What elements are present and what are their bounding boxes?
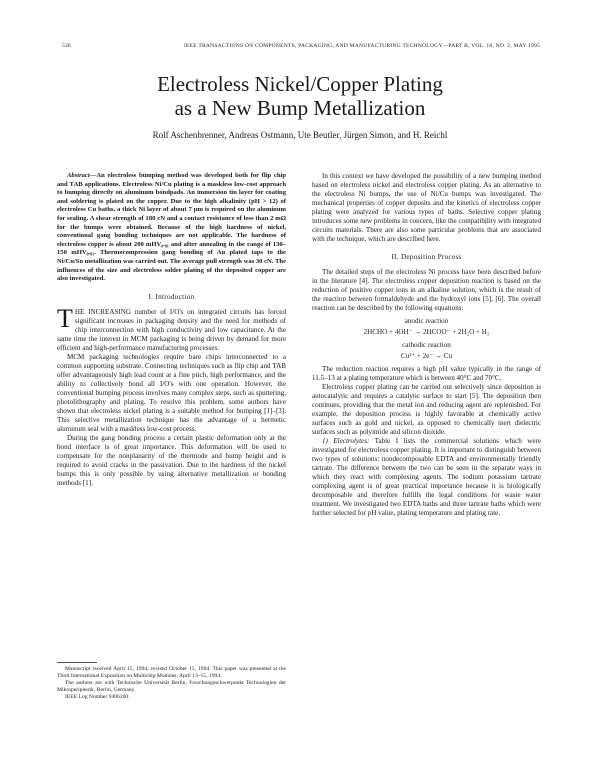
intro-paragraph-1 xyxy=(57,303,286,353)
electrolytes-paragraph xyxy=(312,437,541,518)
anodic-equation: 2HCHO + 4OH⁻ → 2HCOO⁻ + 2H₂O + H₂ xyxy=(363,328,490,336)
footnote-ieee-log: IEEE Log Number 9406200. xyxy=(65,694,130,700)
right-column xyxy=(312,172,541,518)
footnote xyxy=(57,662,286,701)
cathodic-equation: Cu²⁺ + 2e⁻ → Cu xyxy=(400,352,453,360)
title-line-2: as a New Bump Metallization xyxy=(174,96,426,120)
anodic-label: anodic reaction xyxy=(404,317,449,325)
abstract-label: Abstract— xyxy=(67,172,97,179)
abstract xyxy=(57,172,286,284)
intro-continuation: In this context we have developed the possibility of a new bumping method based on electroless nickel and electroless copper plating. As an alternative to the electroless Ni bumps, the use of Ni/Cu bumps was investigated. The mechanical properties of copper deposits and the kinetics of electroless copper plating were analyzed for various types of baths. Selective copper plating introduces some new problems in concern, like the compatibility with integrated circuits materials. There are also some particular problems that are associated with the technique, which are described here. xyxy=(312,172,541,243)
intro-paragraph-1-text: HE INCREASING number of I/O's on integrated circuits has forced significant increases in packaging density and the need for methods of chip interconnection with high conductivity and low capacitance. At the same time the interest in MCM packaging is being driven by demand for more efficient and high-performance manufacturing processes. xyxy=(57,307,286,352)
author-list: Rolf Aschenbrenner, Andreas Ostmann, Ute Beutler, Jürgen Simon, and H. Reichl xyxy=(152,130,448,140)
journal-header: IEEE TRANSACTIONS ON COMPONENTS, PACKAGING, AND MANUFACTURING TECHNOLOGY—PART B, VOL. 18, NO. 2, MAY 1995 xyxy=(183,43,540,49)
electrolytes-text: Table I lists the commercial solutions which were investigated for electroless copper plating. It is important to distinguish between two types of solutions: nondecomposable EDTA and environmentally friendly tartrate. The difference between the two can be seen in the separate ways in which they react with complexing agents. The sodium potassium tartrate complexing agent is of great practical importance because it is biologically decomposable and therefore fulfills the legal conditions for waste water treatment. We investigated two EDTA baths and three tartrate baths which were further selected for pH value, plating temperature and plating rate. xyxy=(312,437,541,517)
footnote-received: Manuscript received April 15, 1994; revised October 15, 1994. This paper was presented at the Third International Exposition on Multichip Modules, April 13–15, 1994. xyxy=(57,666,286,679)
page-number: 536 xyxy=(62,43,71,49)
paper-title xyxy=(40,72,560,120)
cathodic-label: cathodic reaction xyxy=(402,341,451,349)
deposition-paragraph-2: The reduction reaction requires a high pH value typically in the range of 11.5–13 at a plating temperature which is between 40°C and 70°C. xyxy=(312,365,541,382)
footnote-rule xyxy=(57,662,97,663)
footnote-affiliation: The authors are with Technische Universität Berlin, Forschungsschwerpunkt Technologien der Mikroperipherik, Berlin, Germany. xyxy=(57,680,286,693)
deposition-paragraph-3: Electroless copper plating can be carried out selectively since deposition is autocatalytic and requires a catalytic surface to start [5]. The deposition then continues, providing that the metal ion and reducing agent are replenished. For example, the deposition process is highly favorable at chemically active surfaces such as gold and nickel, as opposed to chemically inert dielectric surfaces such as polyimide and silicon dioxide. xyxy=(312,383,541,436)
deposition-paragraph-1: The detailed steps of the electroless Ni process have been described before in the literature [4]. The electroless copper deposition reaction is based on the reduction of positive copper ions in an alkaline solution, which is the result of the reaction between formaldehyde and the hydroxyl ions [5], [6]. The overall reaction can be described by the following equations: xyxy=(312,268,541,312)
section-heading-deposition: II. Deposition Process xyxy=(391,253,462,261)
running-header xyxy=(62,43,540,53)
title-line-1: Electroless Nickel/Copper Plating xyxy=(157,72,443,96)
abstract-text: An electroless bumping method was developed both for flip chip and TAB applications. Electroless Ni/Cu plating is a maskless low-cost approach to bumping directly on aluminum bondpads. An immersion tin layer for coating and soldering is plated on the copper. Due to the high alkalinity (pH > 12) of electroless Cu baths, a thick Ni layer of about 7 µm is required on the aluminum for sealing. A shear strength of 180 cN and a contact resistance of less than 2 mΩ for the bumps were obtained. Because of the high hardness of nickel, conventional gang bonding techniques are not applicable. The hardness of electroless copper is about 200 mHV₀.₀₁ and after annealing in the range of 130–150 mHV₀.₀₁. Thermocompression gang bonding of Au plated taps to the Ni/Cu/Sn metallization was carried out. The average pull strength was 30 cN. The influences of the size and electroless solder plating of the deposited copper are also investigated. xyxy=(57,172,286,283)
intro-paragraph-2: MCM packaging technologies require bare chips interconnected to a common supporting substrate. Connecting techniques such as flip chip and TAB offer advantageously high lead count at a fine pitch, high performance, and the ability to collectively bond all I/O's with one operation. However, the conventional bumping process involves many complex steps, such as sputtering, photolithography and plating. To resolve this problem, some authors have shown that electroless nickel plating is a suitable method for bumping [1]–[3]. This selective metallization technique has the advantage of a hermetic aluminum seal with a maskless low-cost process. xyxy=(57,352,286,433)
drop-cap: T xyxy=(57,303,73,333)
electrolytes-label: 1) Electrolytes: xyxy=(322,437,370,445)
left-column xyxy=(57,172,286,488)
intro-paragraph-3: During the gang bonding process a certain plastic deformation only at the bond interface is of great importance. This deformation will be used to compensate for the nonplanarity of the thermode and bump height and is required to avoid cracks in the passivation. Due to the hardness of the nickel bumps this is only possible by using alternative metallization or bonding methods [1]. xyxy=(57,433,286,487)
section-heading-introduction: I. Introduction xyxy=(148,292,195,301)
